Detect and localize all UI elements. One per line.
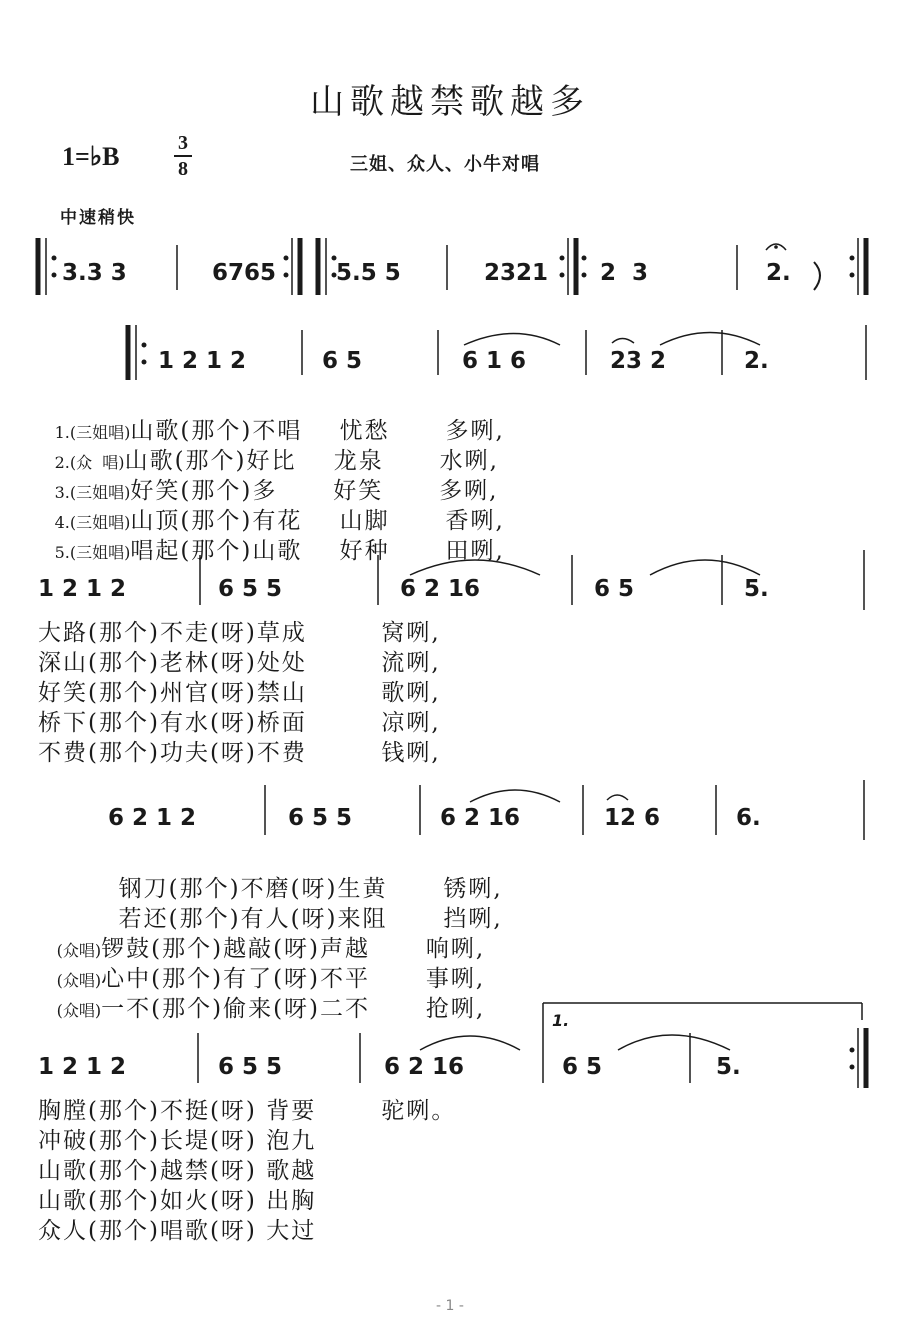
volta-label: 1. [552, 1011, 570, 1030]
s4-lyric-5: 众人(那个)唱歌(呀) 大过 [38, 1218, 317, 1244]
s4-bar-4: 6 5 [562, 1054, 603, 1080]
s4-lyric-3: 山歌(那个)越禁(呀) 歌越 [38, 1158, 317, 1184]
s1-lyric-4: 4.(三姐唱)山顶(那个)有花 山脚 香咧, [54, 508, 505, 534]
s3-bar-2: 6 5 5 [288, 805, 353, 831]
s2-bar-1: 1 2 1 2 [38, 576, 127, 602]
s4-bar-5: 5. [716, 1054, 741, 1080]
s3-lyric-4: (众唱)心中(那个)有了(呀)不平 事咧, [56, 966, 486, 992]
tempo-marking: 中速稍快 [60, 208, 136, 228]
key-signature: 1=♭B [62, 142, 120, 171]
s1-bar-4: 23 2 [610, 348, 667, 374]
song-title: 山歌越禁歌越多 [310, 82, 590, 122]
s3-lyric-5: (众唱)一不(那个)偷来(呀)二不 抢咧, [56, 996, 486, 1022]
s2-lyric-2: 深山(那个)老林(呀)处处 流咧, [38, 650, 441, 676]
s1-lyric-5: 5.(三姐唱)唱起(那个)山歌 好种 田咧, [54, 538, 505, 564]
s2-bar-5: 5. [744, 576, 769, 602]
s3-bar-1: 6 2 1 2 [108, 805, 197, 831]
s4-lyric-1: 胸膛(那个)不挺(呀) 背要 驼咧。 [38, 1098, 457, 1124]
s4-lyric-4: 山歌(那个)如火(呀) 出胸 [38, 1188, 317, 1214]
s1-lyric-2: 2.(众 唱)山歌(那个)好比 龙泉 水咧, [54, 448, 499, 474]
s4-lyric-2: 冲破(那个)长堤(呀) 泡九 [38, 1128, 317, 1154]
s1-lyric-1: 1.(三姐唱)山歌(那个)不唱 忧愁 多咧, [54, 418, 505, 444]
s2-lyric-1: 大路(那个)不走(呀)草成 窝咧, [38, 620, 441, 646]
s2-bar-3: 6 2 16 [400, 576, 481, 602]
s1-bar-2: 6 5 [322, 348, 363, 374]
intro-bar-3: 5.5 5 [336, 260, 401, 286]
s1-bar-1: 1 2 1 2 [158, 348, 247, 374]
intro-bar-6: 2. [766, 260, 791, 286]
s2-lyric-5: 不费(那个)功夫(呀)不费 钱咧, [38, 740, 441, 766]
s4-bar-2: 6 5 5 [218, 1054, 283, 1080]
s2-bar-2: 6 5 5 [218, 576, 283, 602]
s2-lyric-4: 桥下(那个)有水(呀)桥面 凉咧, [38, 710, 441, 736]
s3-bar-3: 6 2 16 [440, 805, 521, 831]
meter-top: 3 [178, 132, 188, 154]
s1-bar-5: 2. [744, 348, 769, 374]
s4-bar-1: 1 2 1 2 [38, 1054, 127, 1080]
s3-lyric-3: (众唱)锣鼓(那个)越敲(呀)声越 响咧, [56, 936, 486, 962]
s3-bar-4: 12 6 [604, 805, 661, 831]
s3-lyric-1: 钢刀(那个)不磨(呀)生黄 锈咧, [118, 876, 503, 902]
intro-bar-5: 2 3 [600, 260, 649, 286]
page-number: - 1 - [436, 1298, 464, 1314]
intro-bar-4: 2321 [484, 260, 549, 286]
s4-bar-3: 6 2 16 [384, 1054, 465, 1080]
s1-bar-3: 6 1 6 [462, 348, 527, 374]
intro-bar-2: 6765 [212, 260, 277, 286]
s2-lyric-3: 好笑(那个)州官(呀)禁山 歌咧, [38, 680, 441, 706]
meter-bottom: 8 [178, 158, 188, 180]
s3-lyric-2: 若还(那个)有人(呀)来阻 挡咧, [118, 906, 503, 932]
s3-bar-5: 6. [736, 805, 761, 831]
s2-bar-4: 6 5 [594, 576, 635, 602]
intro-bar-1: 3.3 3 [62, 260, 127, 286]
performers-note: 三姐、众人、小牛对唱 [350, 154, 540, 175]
s1-lyric-3: 3.(三姐唱)好笑(那个)多 好笑 多咧, [54, 478, 499, 504]
